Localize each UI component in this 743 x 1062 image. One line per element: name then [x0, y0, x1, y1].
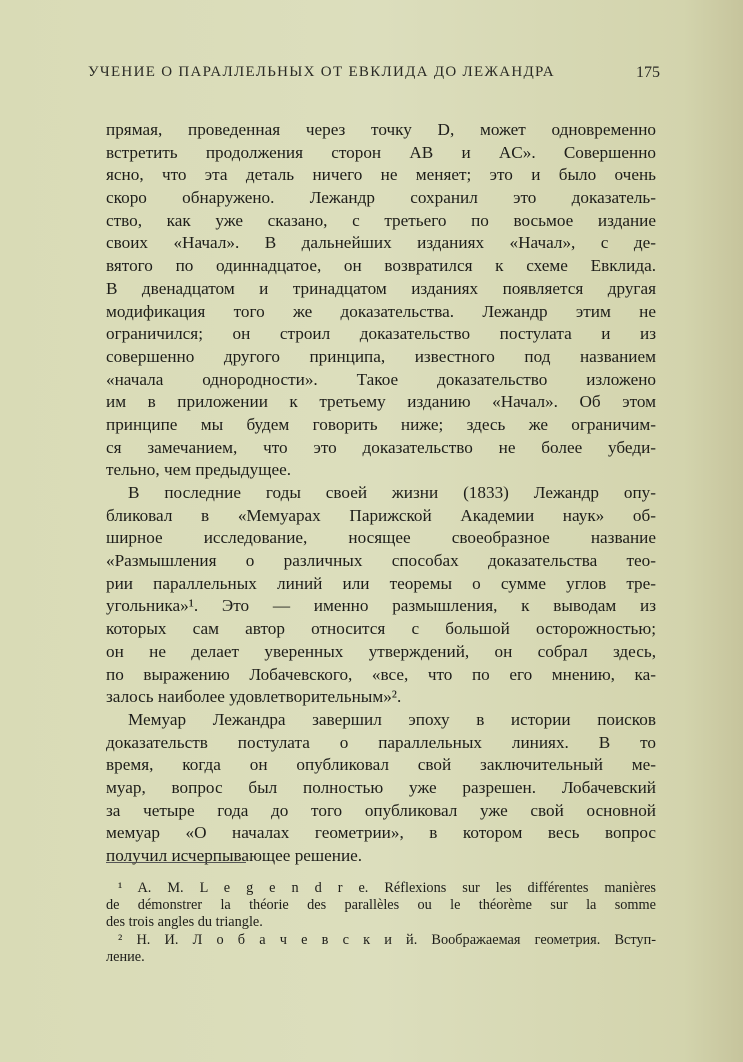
- text-line: совершенно другого принципа, известного под названием: [106, 346, 656, 366]
- text-line: ограничился; он строил доказательство постулата и из: [106, 324, 656, 344]
- text-line: скоро обнаружено. Лежандр сохранил это доказатель-: [106, 188, 656, 208]
- page-number: 175: [636, 64, 660, 81]
- body-text: [106, 119, 656, 868]
- footnotes: [106, 880, 656, 966]
- text-line: угольника»¹. Это — именно размышления, к выводам из: [106, 596, 656, 616]
- footnote-line: de démonstrer la théorie des parallèles ou le théorème sur la somme: [106, 897, 656, 914]
- text-line: ширное исследование, носящее своеобразное название: [106, 528, 656, 548]
- text-line: время, когда он опубликовал свой заключительный ме-: [106, 755, 656, 775]
- text-line: им в приложении к третьему изданию «Начал». Об этом: [106, 392, 656, 412]
- text-line: вятого по одиннадцатое, он возвратился к схеме Евклида.: [106, 256, 656, 276]
- text-line: встретить продолжения сторон AB и AC». Совершенно: [106, 142, 656, 162]
- footnote-line: ление.: [106, 948, 145, 965]
- text-line: получил исчерпывающее решение.: [106, 846, 363, 865]
- text-line: прямая, проведенная через точку D, может одновременно: [106, 120, 656, 139]
- footnote-line: ² Н. И. Л о б а ч е в с к и й. Воображаемая геометрия. Вступ-: [118, 931, 656, 948]
- text-line: за четыре года до того опубликовал уже свой основной: [106, 800, 656, 820]
- text-line: он не делает уверенных утверждений, он собрал здесь,: [106, 641, 656, 661]
- running-title: УЧЕНИЕ О ПАРАЛЛЕЛЬНЫХ ОТ ЕВКЛИДА ДО ЛЕЖАНДРА: [88, 64, 555, 80]
- text-line: модификация того же доказательства. Лежандр этим не: [106, 301, 656, 321]
- footnote-line: ¹ A. M. L e g e n d r e. Réflexions sur les différentes manières: [118, 880, 656, 896]
- text-line: тельно, чем предыдущее.: [106, 460, 292, 480]
- text-line: по выражению Лобачевского, «все, что по его мнению, ка-: [106, 664, 656, 684]
- text-line: «Размышления о различных способах доказательства тео-: [106, 551, 656, 571]
- text-line: принципе мы будем говорить ниже; здесь же ограничим-: [106, 414, 656, 434]
- footnote-line: des trois angles du triangle.: [106, 914, 263, 931]
- text-line: ся замечанием, что это доказательство не более убеди-: [106, 437, 656, 457]
- text-line: рии параллельных линий или теоремы о сумме углов тре-: [106, 573, 656, 593]
- text-line: бликовал в «Мемуарах Парижской Академии наук» об-: [106, 505, 656, 525]
- text-line: «начала однородности». Такое доказательство изложено: [106, 369, 656, 389]
- text-line: которых сам автор относится с большой осторожностью;: [106, 619, 656, 639]
- text-line: ясно, что эта деталь ничего не меняет; это и было очень: [106, 165, 656, 185]
- text-line: залось наиболее удовлетворительным»².: [106, 687, 402, 707]
- text-line: В двенадцатом и тринадцатом изданиях появляется другая: [106, 278, 656, 298]
- running-header: [88, 64, 660, 81]
- text-line: ство, как уже сказано, с третьего по восьмое издание: [106, 210, 656, 230]
- text-line: своих «Начал». В дальнейших изданиях «Начал», с де-: [106, 233, 656, 253]
- text-line: Мемуар Лежандра завершил эпоху в истории поисков: [128, 709, 656, 729]
- text-line: мемуар «О началах геометрии», в котором весь вопрос: [106, 823, 656, 843]
- footnote-divider: [106, 862, 246, 863]
- text-line: В последние годы своей жизни (1833) Лежандр опу-: [128, 483, 656, 502]
- text-line: муар, вопрос был полностью уже разрешен. Лобачевский: [106, 777, 656, 797]
- text-line: доказательств постулата о параллельных линиях. В то: [106, 732, 656, 752]
